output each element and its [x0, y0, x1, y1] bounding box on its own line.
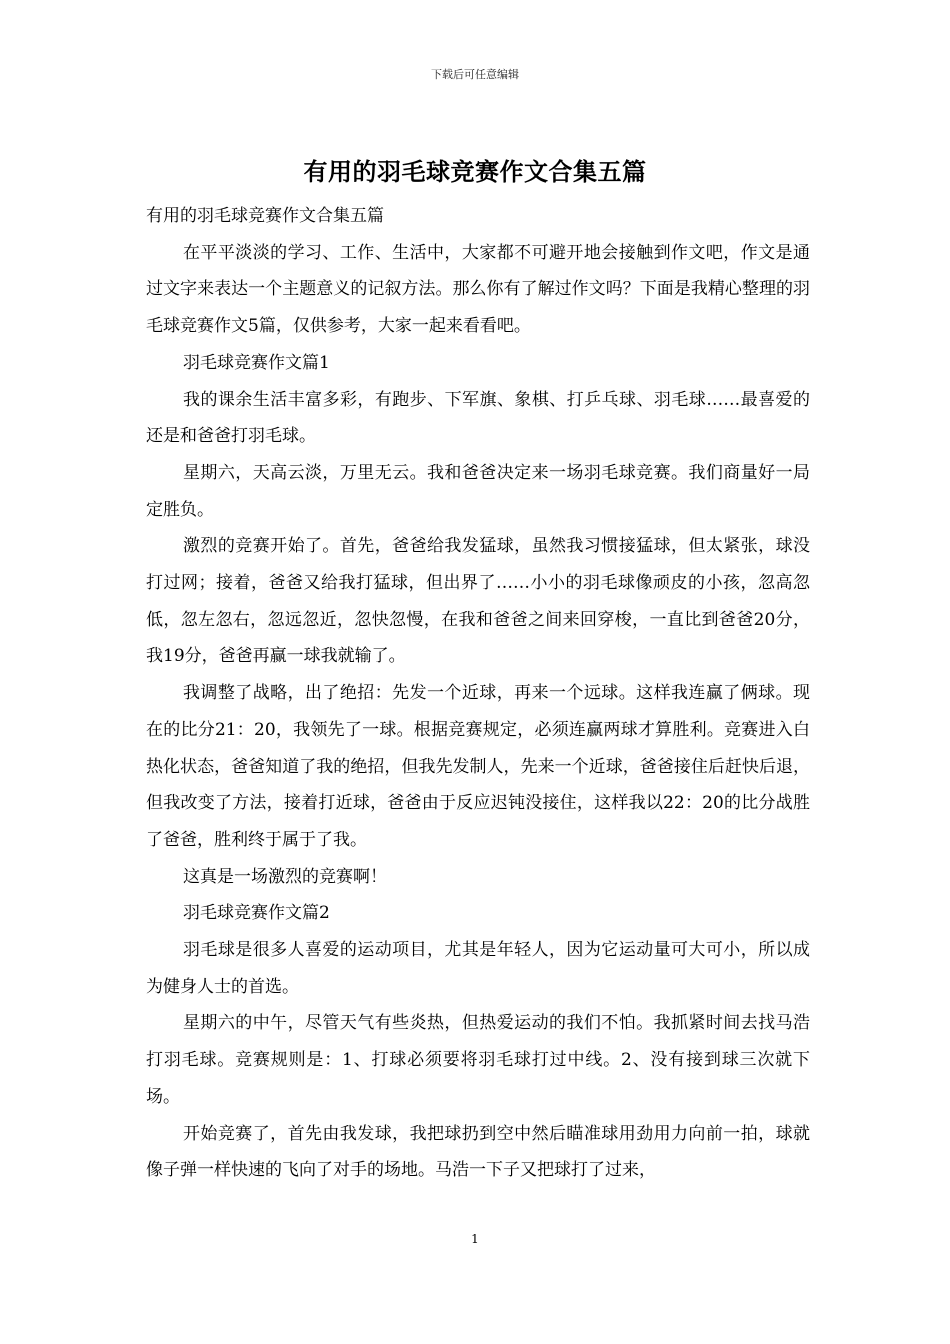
essay-heading-2: 羽毛球竞赛作文篇2 — [183, 903, 330, 924]
paragraph: 我调整了战略，出了绝招：先发一个近球，再来一个远球。这样我连赢了俩球。现在的比分21：20，我领先了一球。根据竞赛规定，必须连赢两球才算胜利。竞赛进入白热化状态，爸爸知道了我的绝招，但我先发制人，先来一个近球，爸爸接住后赶快后退，但我改变了方法，接着打近球，爸爸由于反应迟钝没接住，这样我以22：20的比分战胜了爸爸，胜利终于属于了我。 — [146, 683, 810, 850]
subtitle: 有用的羽毛球竞赛作文合集五篇 — [146, 206, 384, 226]
document-body — [146, 198, 810, 1189]
paragraph: 星期六，天高云淡，万里无云。我和爸爸决定来一场羽毛球竞赛。我们商量好一局定胜负。 — [146, 462, 810, 520]
paragraph-intro: 在平平淡淡的学习、工作、生活中，大家都不可避开地会接触到作文吧，作文是通过文字来表达一个主题意义的记叙方法。那么你有了解过作文吗？下面是我精心整理的羽毛球竞赛作文5篇，仅供参考，大家一起来看看吧。 — [146, 242, 810, 337]
page-number: 1 — [471, 1232, 479, 1246]
paragraph: 我的课余生活丰富多彩，有跑步、下军旗、象棋、打乒乓球、羽毛球……最喜爱的还是和爸爸打羽毛球。 — [146, 389, 810, 447]
paragraph: 羽毛球是很多人喜爱的运动项目，尤其是年轻人，因为它运动量可大可小，所以成为健身人士的首选。 — [146, 940, 810, 997]
paragraph: 激烈的竞赛开始了。首先，爸爸给我发猛球，虽然我习惯接猛球，但太紧张，球没打过网；接着，爸爸又给我打猛球，但出界了……小小的羽毛球像顽皮的小孩，忽高忽低，忽左忽右，忽远忽近，忽快忽慢，在我和爸爸之间来回穿梭，一直比到爸爸20分，我19分，爸爸再赢一球我就输了。 — [146, 536, 810, 667]
document-title: 有用的羽毛球竞赛作文合集五篇 — [303, 158, 647, 186]
header-note: 下载后可任意编辑 — [431, 68, 519, 81]
paragraph: 这真是一场激烈的竞赛啊！ — [183, 866, 387, 887]
paragraph: 开始竞赛了，首先由我发球，我把球扔到空中然后瞄准球用劲用力向前一拍，球就像子弹一样快速的飞向了对手的场地。马浩一下子又把球打了过来， — [146, 1123, 810, 1181]
paragraph: 星期六的中午，尽管天气有些炎热，但热爱运动的我们不怕。我抓紧时间去找马浩打羽毛球。竞赛规则是：1、打球必须要将羽毛球打过中线。2、没有接到球三次就下场。 — [146, 1013, 810, 1107]
essay-heading-1: 羽毛球竞赛作文篇1 — [183, 352, 330, 373]
